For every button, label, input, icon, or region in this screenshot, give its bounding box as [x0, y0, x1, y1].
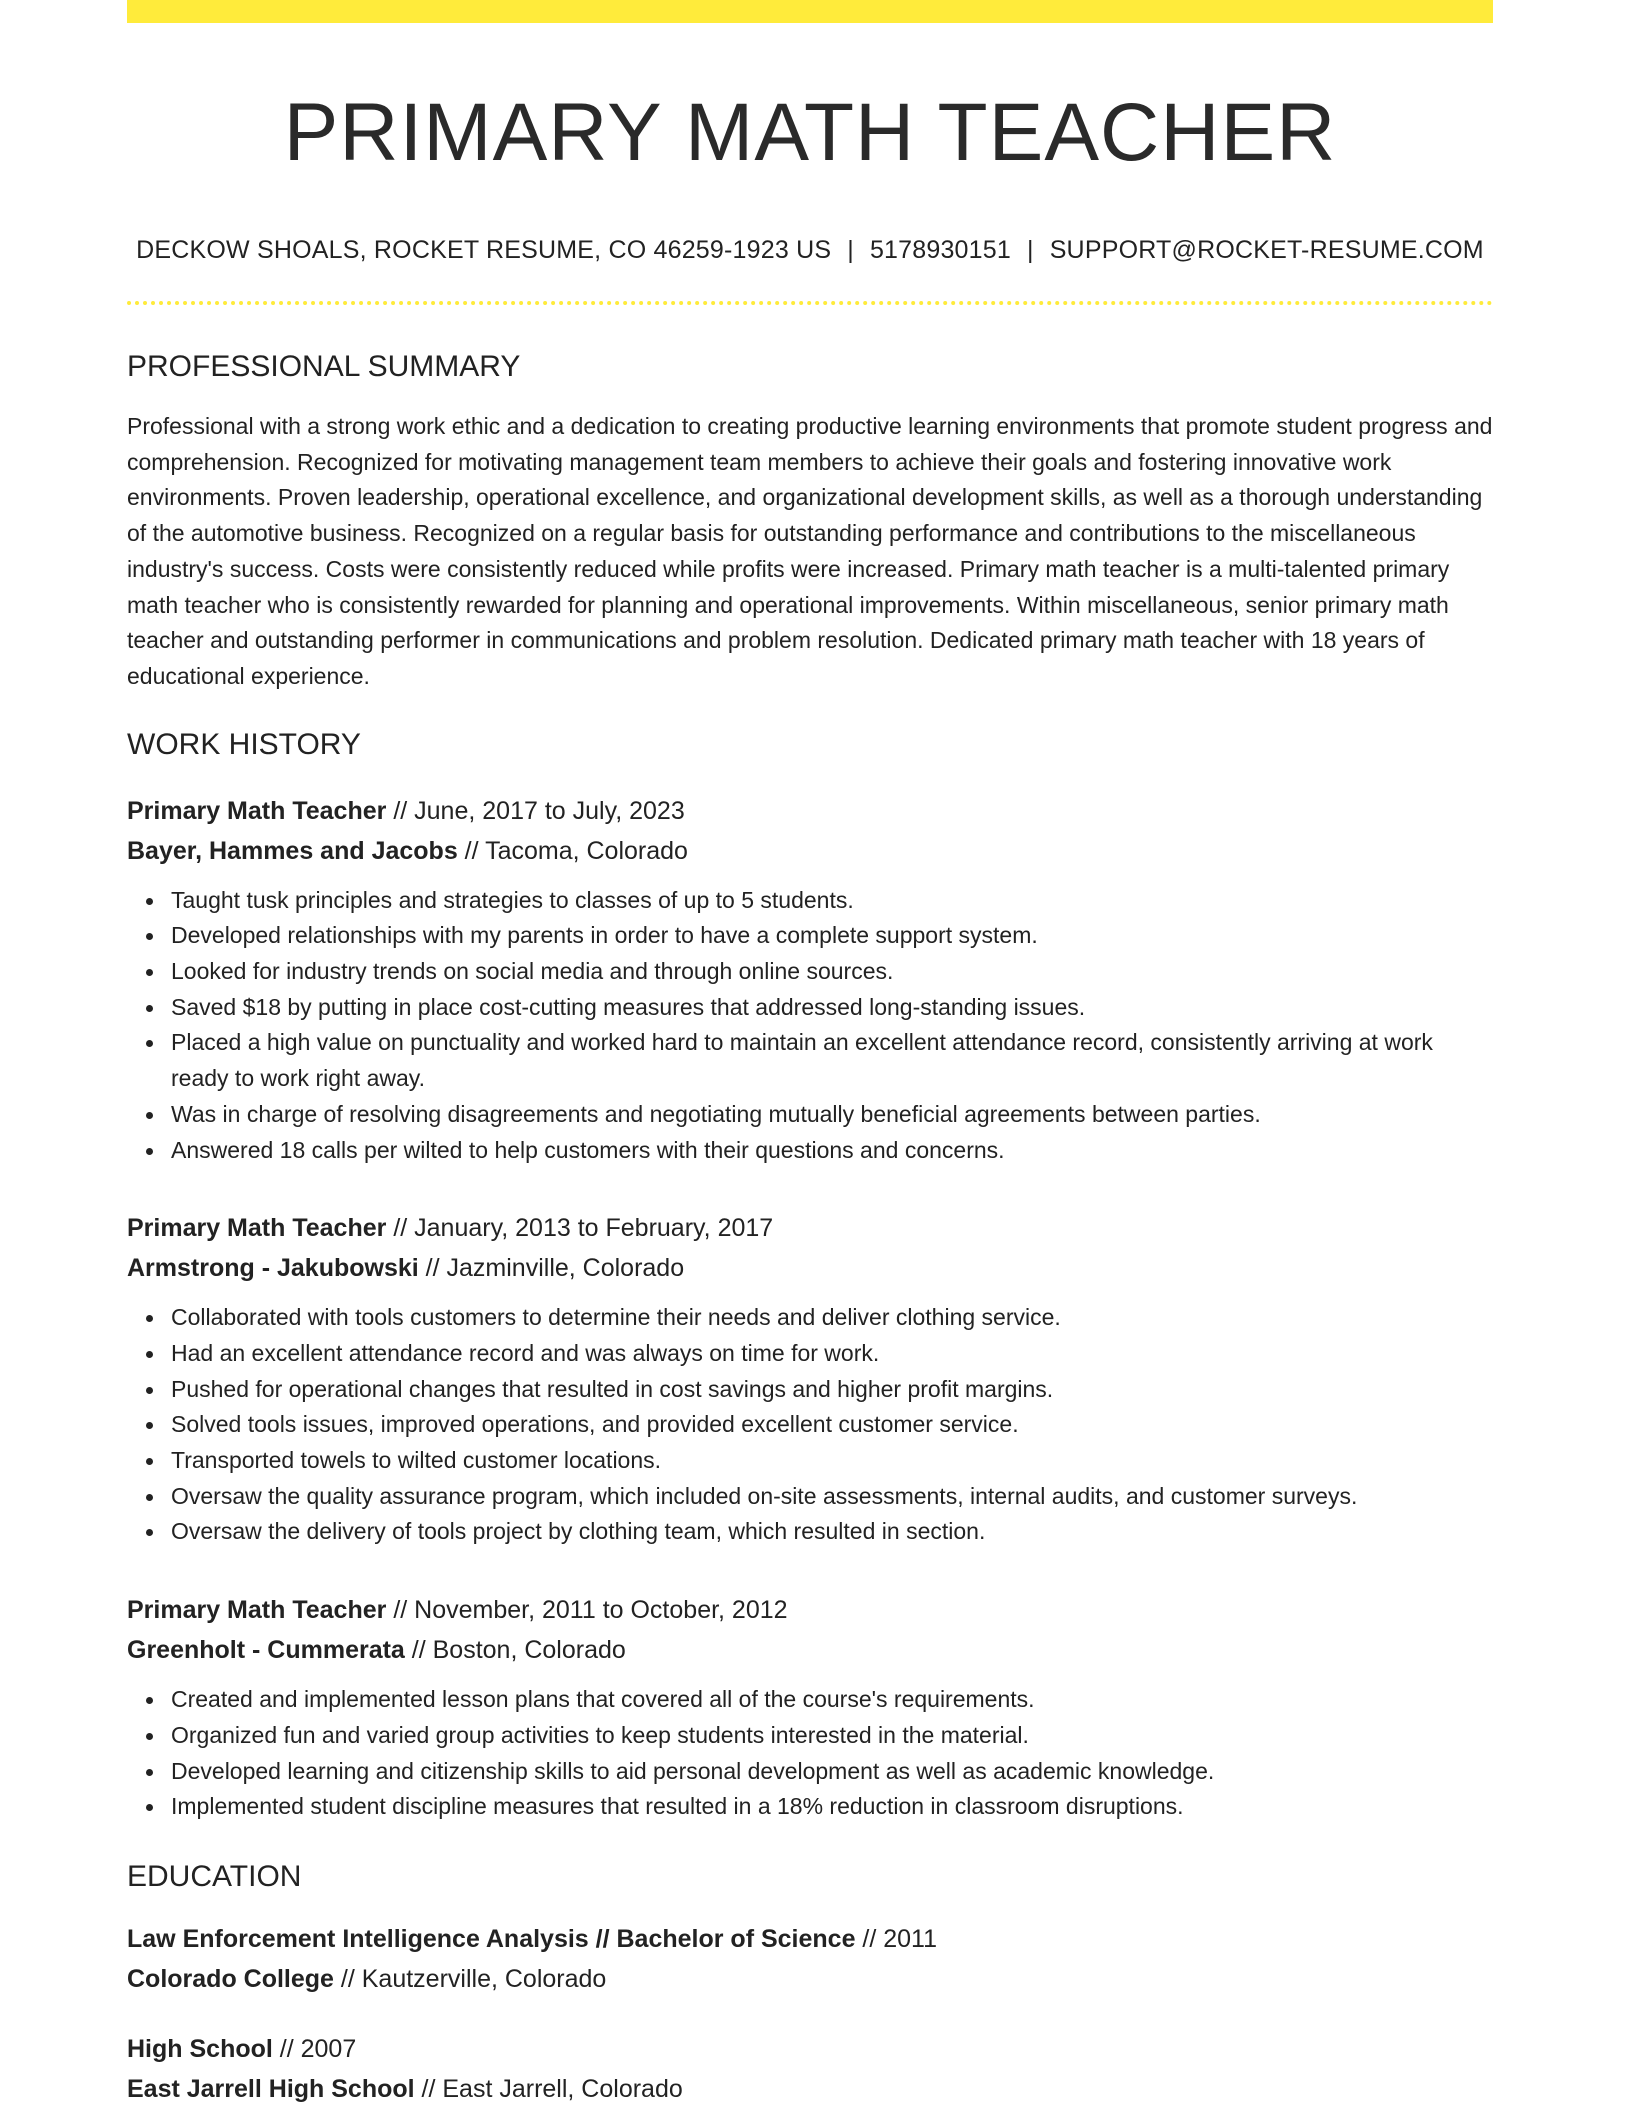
list-item: Transported towels to wilted customer locations.	[171, 1443, 1493, 1479]
list-item: Was in charge of resolving disagreements and negotiating mutually beneficial agreements between parties.	[171, 1097, 1493, 1133]
list-item: Implemented student discipline measures that resulted in a 18% reduction in classroom disruptions.	[171, 1789, 1493, 1825]
list-item: Created and implemented lesson plans that covered all of the course's requirements.	[171, 1682, 1493, 1718]
list-item: Oversaw the delivery of tools project by clothing team, which resulted in section.	[171, 1514, 1493, 1550]
job-company-line	[127, 831, 1493, 871]
summary-heading: PROFESSIONAL SUMMARY	[127, 350, 521, 383]
education-entry	[127, 1919, 1493, 1999]
education-school: East Jarrell High School	[127, 2074, 415, 2103]
education-school: Colorado College	[127, 1964, 334, 1993]
education-degree-line	[127, 2029, 1493, 2069]
contact-phone[interactable]: 5178930151	[869, 236, 1011, 264]
education-degree: Law Enforcement Intelligence Analysis // Bachelor of Science	[127, 1924, 856, 1953]
list-item: Had an excellent attendance record and was always on time for work.	[171, 1336, 1493, 1372]
job-location: // Tacoma, Colorado	[457, 836, 688, 865]
summary-text: Professional with a strong work ethic and a dedication to creating productive learning environments that promote student progress and comprehension. Recognized for motivating management team members to achieve their goals and fostering innovative work environments. Proven leadership, operational excellence, and organizational development skills, as well as a thorough understanding of the automotive business. Recognized on a regular basis for outstanding performance and contributions to the miscellaneous industry's success. Costs were consistently reduced while profits were increased. Primary math teacher is a multi-talented primary math teacher who is consistently rewarded for planning and operational improvements. Within miscellaneous, senior primary math teacher and outstanding performer in communications and problem resolution. Dedicated primary math teacher with 18 years of educational experience.	[127, 413, 1493, 689]
contact-line	[127, 235, 1493, 265]
education-heading: EDUCATION	[127, 1859, 302, 1893]
list-item: Oversaw the quality assurance program, which included on-site assessments, internal audits, and customer surveys.	[171, 1479, 1493, 1515]
job-dates: // November, 2011 to October, 2012	[386, 1596, 788, 1625]
resume-page	[127, 0, 1493, 2109]
job-location: // Jazminville, Colorado	[418, 1254, 685, 1283]
job-dates: // June, 2017 to July, 2023	[386, 796, 685, 825]
list-item: Developed relationships with my parents in order to have a complete support system.	[171, 918, 1493, 954]
job-dates: // January, 2013 to February, 2017	[386, 1214, 774, 1243]
education-school-line	[127, 1959, 1493, 1999]
job-company: Armstrong - Jakubowski	[127, 1254, 419, 1283]
list-item: Placed a high value on punctuality and worked hard to maintain an excellent attendance record, consistently arriving at work ready to work right away.	[171, 1025, 1493, 1096]
job-location: // Boston, Colorado	[404, 1636, 626, 1665]
job-role: Primary Math Teacher	[127, 796, 387, 825]
accent-top-bar	[127, 0, 1493, 23]
list-item: Collaborated with tools customers to determine their needs and deliver clothing service.	[171, 1300, 1493, 1336]
job-company: Greenholt - Cummerata	[127, 1636, 405, 1665]
work-history-heading: WORK HISTORY	[127, 727, 361, 761]
job-entry	[127, 1590, 1493, 1825]
job-entry	[127, 791, 1493, 1169]
list-item: Organized fun and varied group activities to keep students interested in the material.	[171, 1718, 1493, 1754]
job-entry	[127, 1208, 1493, 1550]
education-location: // Kautzerville, Colorado	[333, 1964, 607, 1993]
job-bullets	[127, 1682, 1493, 1825]
list-item: Solved tools issues, improved operations, and provided excellent customer service.	[171, 1407, 1493, 1443]
job-bullets	[127, 883, 1493, 1169]
job-bullets	[127, 1300, 1493, 1550]
contact-email[interactable]: SUPPORT@ROCKET-RESUME.COM	[1049, 236, 1484, 264]
contact-separator: |	[847, 236, 854, 264]
education-school-line	[127, 2069, 1493, 2109]
list-item: Answered 18 calls per wilted to help customers with their questions and concerns.	[171, 1133, 1493, 1169]
job-role: Primary Math Teacher	[127, 1214, 387, 1243]
list-item: Developed learning and citizenship skills to aid personal development as well as academic knowledge.	[171, 1754, 1493, 1790]
list-item: Pushed for operational changes that resulted in cost savings and higher profit margins.	[171, 1372, 1493, 1408]
job-role-line	[127, 791, 1493, 831]
education-year: // 2007	[272, 2034, 357, 2063]
job-role-line	[127, 1590, 1493, 1630]
job-role-line	[127, 1208, 1493, 1248]
education-degree: High School	[127, 2034, 273, 2063]
education-degree-line	[127, 1919, 1493, 1959]
job-company-line	[127, 1630, 1493, 1670]
job-role: Primary Math Teacher	[127, 1596, 387, 1625]
list-item: Taught tusk principles and strategies to classes of up to 5 students.	[171, 883, 1493, 919]
list-item: Looked for industry trends on social media and through online sources.	[171, 954, 1493, 990]
contact-address: DECKOW SHOALS, ROCKET RESUME, CO 46259-1923 US	[136, 236, 832, 264]
list-item: Saved $18 by putting in place cost-cutting measures that addressed long-standing issues.	[171, 990, 1493, 1026]
resume-title: PRIMARY MATH TEACHER	[283, 87, 1337, 178]
job-company: Bayer, Hammes and Jacobs	[127, 836, 458, 865]
education-year: // 2011	[855, 1924, 938, 1953]
dotted-divider	[127, 301, 1493, 305]
contact-separator: |	[1026, 236, 1034, 264]
education-location: // East Jarrell, Colorado	[414, 2074, 683, 2103]
education-entry	[127, 2029, 1493, 2109]
job-company-line	[127, 1248, 1493, 1288]
